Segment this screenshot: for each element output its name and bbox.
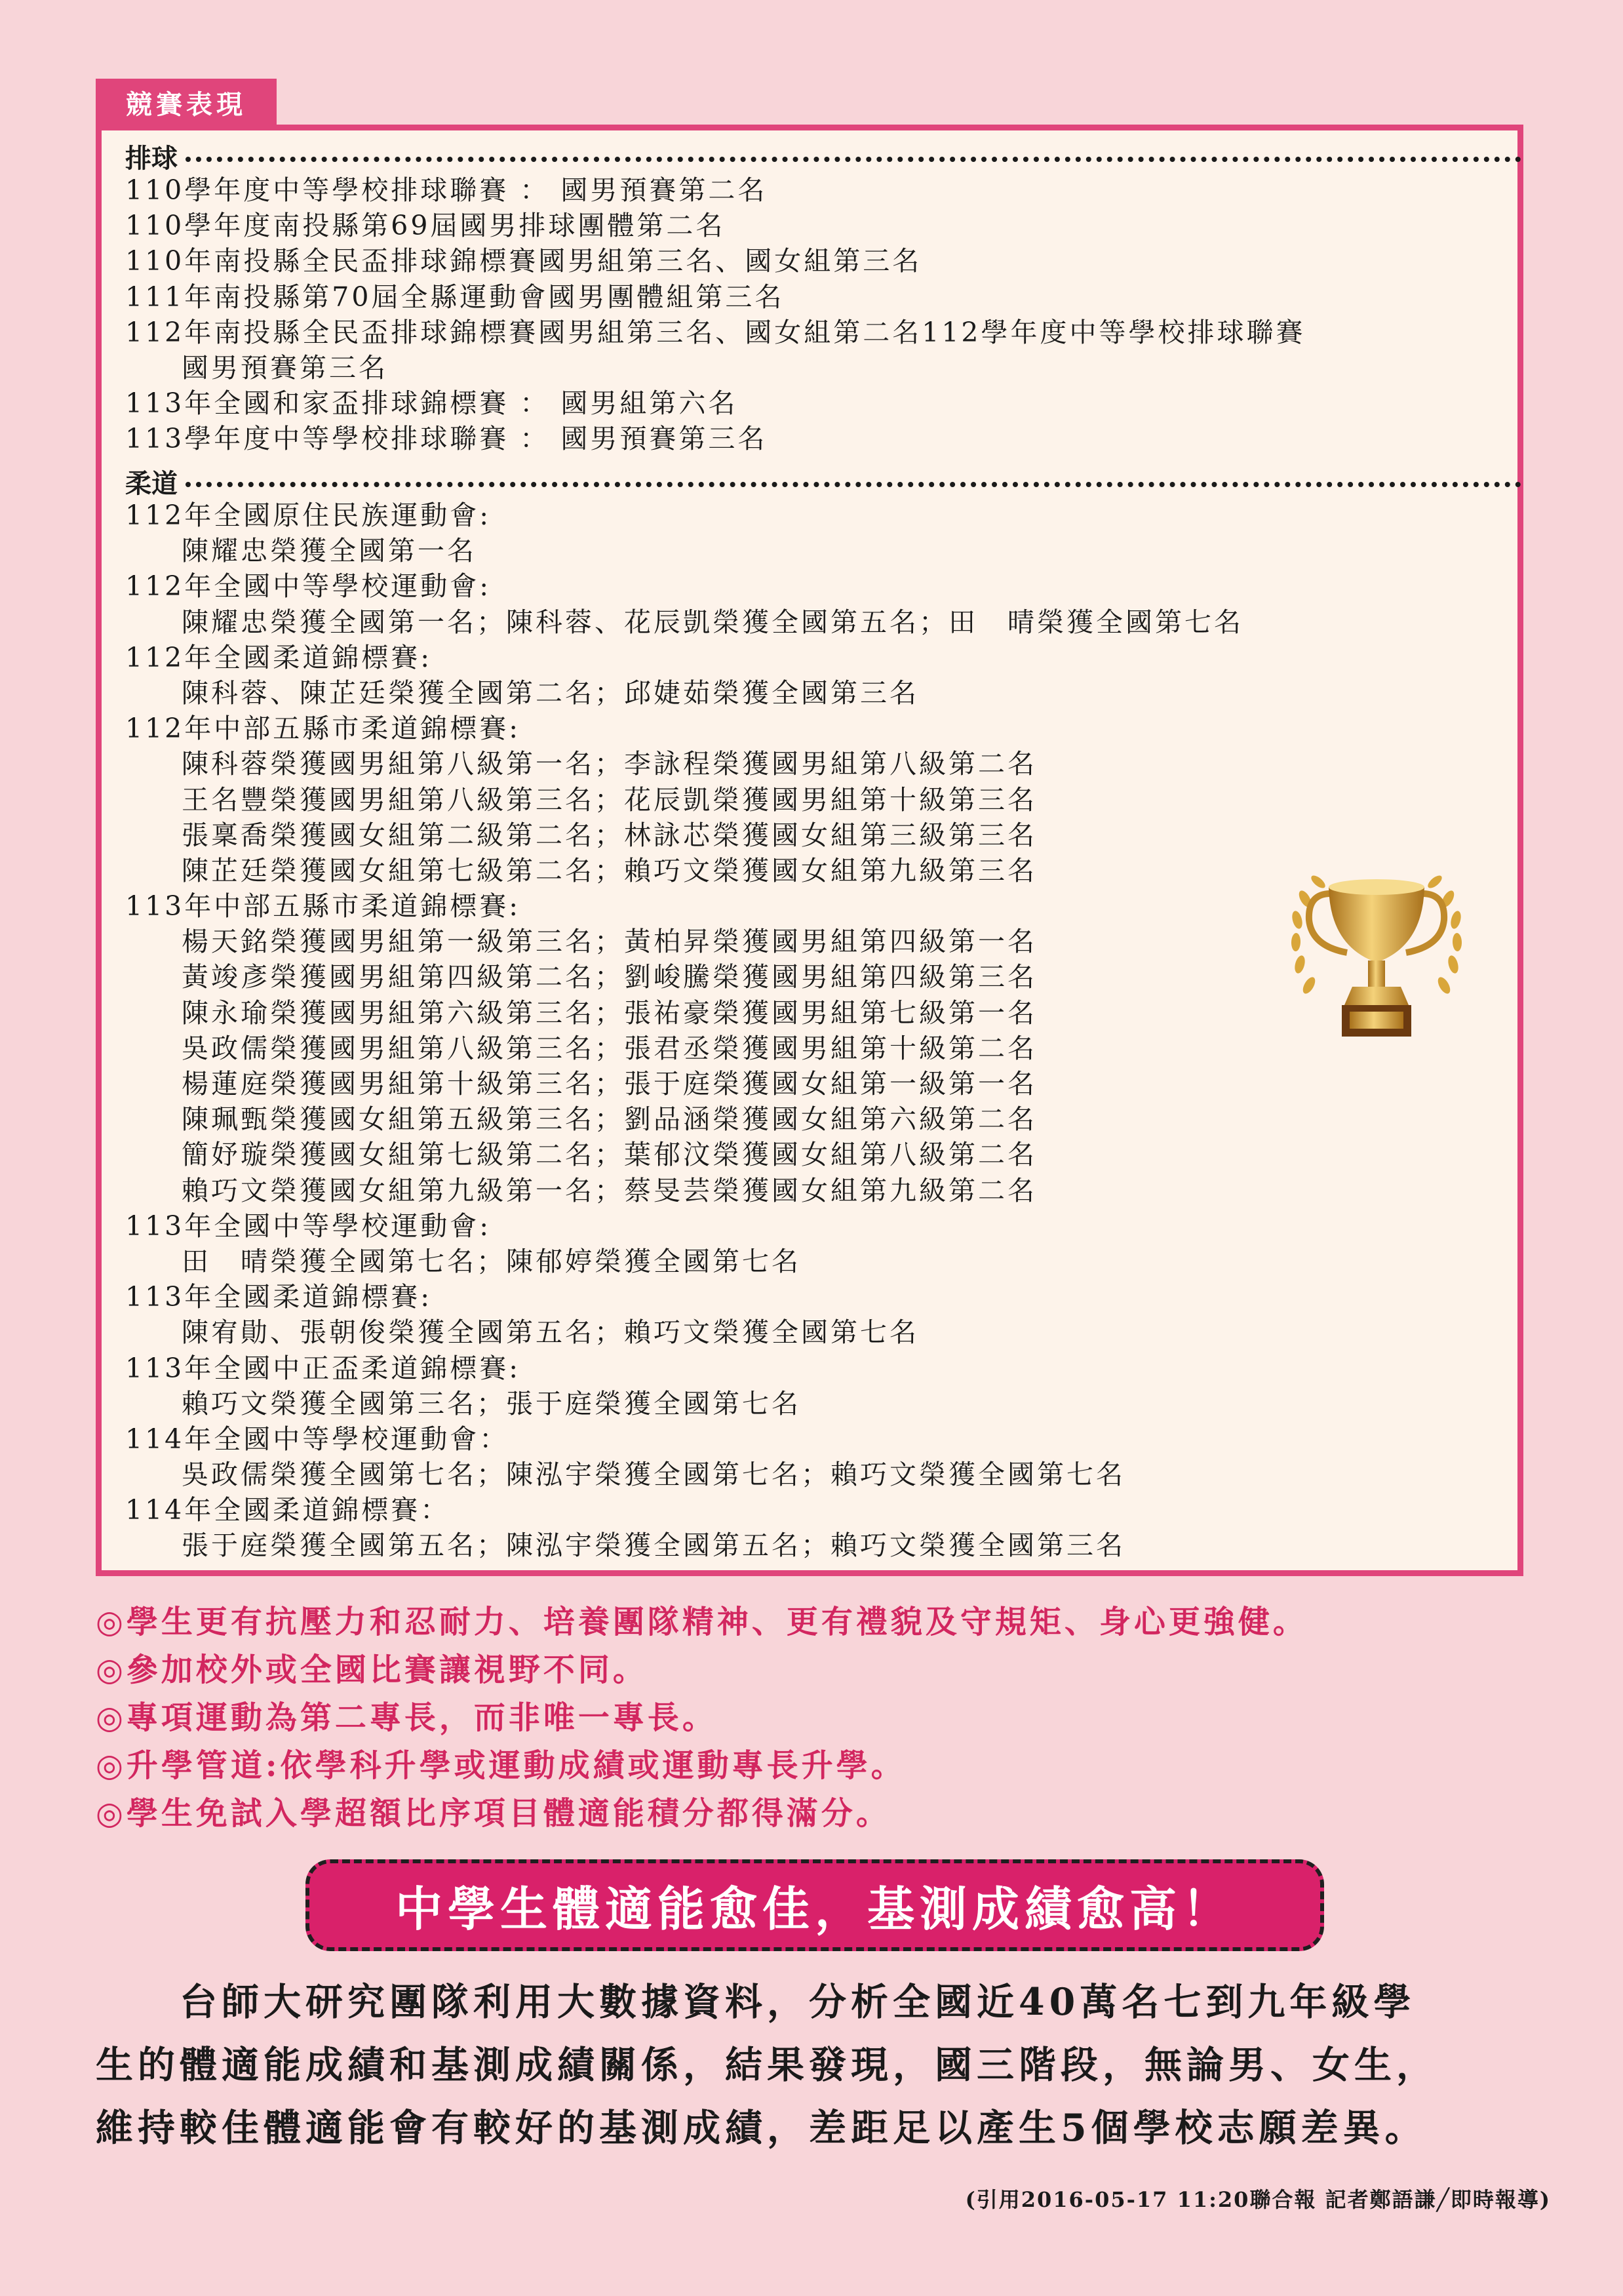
dotted-leader — [186, 482, 1521, 487]
volleyball-award-line: 國男預賽第三名 — [182, 351, 388, 384]
judo-award-line: 王名豐榮獲國男組第八級第三名；花辰凱榮獲國男組第十級第三名 — [182, 783, 1037, 816]
judo-award-line: 吳政儒榮獲國男組第八級第三名；張君丞榮獲國男組第十級第二名 — [182, 1032, 1037, 1064]
volleyball-award-line: 110年南投縣全民盃排球錦標賽國男組第三名、國女組第三名 — [125, 245, 922, 277]
volleyball-award-line: 111年南投縣第70屆全縣運動會國男團體組第三名 — [125, 281, 785, 313]
judo-award-line: 陳宥勛、張朝俊榮獲全國第五名；賴巧文榮獲全國第七名 — [182, 1316, 919, 1349]
citation: (引用2016-05-17 11:20聯合報 記者鄭語謙╱即時報導) — [965, 2187, 1551, 2212]
judo-award-line: 田 晴榮獲全國第七名；陳郁婷榮獲全國第七名 — [182, 1245, 801, 1277]
judo-award-line: 陳永瑜榮獲國男組第六級第三名；張祐豪榮獲國男組第七級第一名 — [182, 997, 1037, 1029]
notes-list — [96, 1598, 1538, 1838]
note-item: ◎學生免試入學超額比序項目體適能積分都得滿分。 — [96, 1795, 891, 1832]
judo-award-line: 陳珮甄榮獲國女組第五級第三名；劉品涵榮獲國女組第六級第二名 — [182, 1103, 1037, 1136]
volleyball-award-line: 112年南投縣全民盃排球錦標賽國男組第三名、國女組第二名112學年度中等學校排球聯賽 — [125, 316, 1306, 348]
judo-award-line: 113年全國柔道錦標賽: — [125, 1281, 433, 1313]
volleyball-heading-row — [125, 140, 1521, 172]
paragraph-line: 生的體適能成績和基測成績關係，結果發現，國三階段，無論男、女生， — [96, 2043, 1438, 2087]
judo-award-line: 陳科蓉榮獲國男組第八級第一名；李詠程榮獲國男組第八級第二名 — [182, 748, 1037, 780]
judo-award-line: 陳耀忠榮獲全國第一名 — [182, 535, 477, 567]
judo-heading: 柔道 — [125, 467, 178, 499]
judo-award-line: 陳科蓉、陳芷廷榮獲全國第二名；邱婕茹榮獲全國第三名 — [182, 677, 919, 709]
judo-award-line: 114年全國中等學校運動會： — [125, 1423, 509, 1455]
section-tab: 競賽表現 — [96, 79, 277, 126]
judo-award-line: 113年中部五縣市柔道錦標賽: — [125, 890, 521, 922]
judo-award-line: 112年全國柔道錦標賽: — [125, 641, 433, 673]
achievements-panel — [96, 125, 1523, 1576]
note-item: ◎升學管道:依學科升學或運動成績或運動專長升學。 — [96, 1747, 906, 1784]
judo-award-line: 楊天銘榮獲國男組第一級第三名；黃柏昇榮獲國男組第四級第一名 — [182, 926, 1037, 958]
judo-award-line: 112年全國原住民族運動會: — [125, 500, 492, 531]
volleyball-award-line: 113學年度中等學校排球聯賽 ： 國男預賽第三名 — [125, 423, 768, 455]
volleyball-award-line: 110學年度中等學校排球聯賽 ： 國男預賽第二名 — [125, 174, 768, 206]
paragraph-line: 維持較佳體適能會有較好的基測成績，差距足以產生5個學校志願差異。 — [96, 2106, 1427, 2150]
judo-award-line: 賴巧文榮獲全國第三名；張于庭榮獲全國第七名 — [182, 1387, 801, 1419]
judo-award-line: 陳芷廷榮獲國女組第七級第二名；賴巧文榮獲國女組第九級第三名 — [182, 854, 1037, 886]
paragraph-line: 台師大研究團隊利用大數據資料，分析全國近40萬名七到九年級學 — [96, 1980, 1416, 2024]
judo-award-line: 113年全國中正盃柔道錦標賽: — [125, 1352, 521, 1384]
judo-award-line: 賴巧文榮獲國女組第九級第一名；蔡旻芸榮獲國女組第九級第二名 — [182, 1174, 1037, 1206]
volleyball-award-line: 113年全國和家盃排球錦標賽 ： 國男組第六名 — [125, 387, 738, 420]
volleyball-heading: 排球 — [125, 142, 178, 174]
note-item: ◎專項運動為第二專長，而非唯一專長。 — [96, 1699, 717, 1736]
judo-award-line: 吳政儒榮獲全國第七名；陳泓宇榮獲全國第七名；賴巧文榮獲全國第七名 — [182, 1459, 1125, 1491]
judo-award-line: 112年中部五縣市柔道錦標賽: — [125, 713, 521, 745]
dotted-leader — [186, 157, 1521, 162]
judo-award-line: 簡妤璇榮獲國女組第七級第二名；葉郁汶榮獲國女組第八級第二名 — [182, 1139, 1037, 1171]
judo-award-line: 112年全國中等學校運動會: — [125, 570, 492, 603]
volleyball-award-line: 110學年度南投縣第69屆國男排球團體第二名 — [125, 210, 726, 242]
judo-heading-row — [125, 465, 1521, 498]
article-paragraph — [96, 1971, 1548, 2160]
judo-award-line: 114年全國柔道錦標賽： — [125, 1494, 450, 1526]
judo-award-line: 陳耀忠榮獲全國第一名；陳科蓉、花辰凱榮獲全國第五名；田 晴榮獲全國第七名 — [182, 606, 1243, 638]
judo-award-line: 楊蓮庭榮獲國男組第十級第三名；張于庭榮獲國女組第一級第一名 — [182, 1068, 1037, 1099]
note-item: ◎學生更有抗壓力和忍耐力、培養團隊精神、更有禮貌及守規矩、身心更強健。 — [96, 1604, 1308, 1640]
judo-award-line: 張稟喬榮獲國女組第二級第二名；林詠芯榮獲國女組第三級第三名 — [182, 819, 1037, 851]
judo-award-line: 113年全國中等學校運動會: — [125, 1210, 492, 1242]
judo-award-line: 黃竣彥榮獲國男組第四級第二名；劉峻騰榮獲國男組第四級第三名 — [182, 961, 1037, 993]
note-item: ◎參加校外或全國比賽讓視野不同。 — [96, 1652, 648, 1688]
judo-award-line: 張于庭榮獲全國第五名；陳泓宇榮獲全國第五名；賴巧文榮獲全國第三名 — [182, 1530, 1125, 1562]
headline-banner: 中學生體適能愈佳，基測成績愈高！ — [305, 1859, 1324, 1951]
volleyball-list — [125, 172, 1528, 457]
trophy-icon — [1268, 848, 1485, 1064]
